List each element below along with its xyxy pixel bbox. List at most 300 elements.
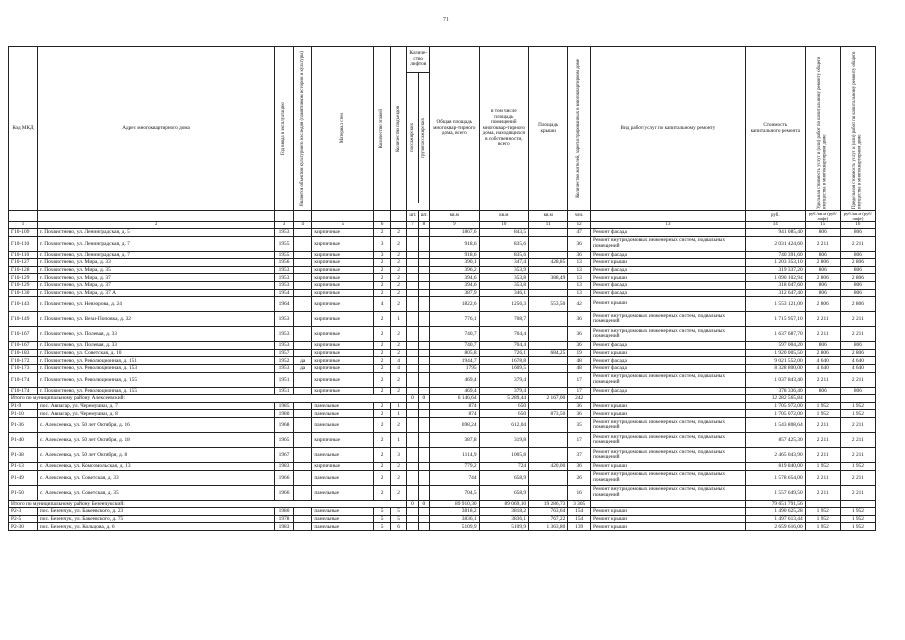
cell-work-type: Ремонт крыши	[591, 274, 746, 282]
cell-area-total: 394,6	[430, 274, 480, 282]
cell-roof-area: 763,64	[529, 508, 568, 516]
header-work-type: Вид работ/услуг по капитальному ремонту	[591, 47, 746, 211]
cell-material: кирпичные	[312, 312, 374, 327]
cell-lifts-passenger	[407, 251, 418, 259]
column-numbers-row	[9, 222, 876, 229]
cell-year: 1980	[275, 410, 294, 418]
table-row	[9, 236, 876, 251]
cell-area-total: 396,2	[430, 266, 480, 274]
cell-heritage	[293, 289, 312, 297]
cell-heritage: да	[293, 357, 312, 365]
cell-lifts-cargo	[418, 289, 429, 297]
cell-floors: 2	[374, 357, 391, 365]
cell-area-owned: 353,8	[479, 274, 529, 282]
units-row	[9, 211, 876, 222]
cell-roof-area	[529, 289, 568, 297]
cell-area-owned: 3818,2	[479, 508, 529, 516]
total-cell: 0	[418, 395, 429, 403]
cell-max-cost: 1 952	[840, 462, 875, 470]
cell-address: г. Похвистнево, ул. Советская, д. 10	[37, 349, 274, 357]
cell-entrances: 2	[390, 274, 407, 282]
cell-year: 1954	[275, 289, 294, 297]
cell-roof-area	[529, 432, 568, 447]
cell-work-type: Ремонт фасада	[591, 357, 746, 365]
cell-floors: 2	[374, 349, 391, 357]
cell-code: Г10-183	[9, 349, 38, 357]
cell-roof-area: 1 363,80	[529, 523, 568, 531]
cell-material: кирпичные	[312, 281, 374, 289]
cell-heritage	[293, 281, 312, 289]
cell-area-total: 390,1	[430, 259, 480, 267]
cell-floors: 2	[374, 462, 391, 470]
header-address: Адрес многоквартирного дома	[37, 47, 274, 211]
cell-address: г. Похвистнево, ул. Невзорова, д. 24	[37, 297, 274, 312]
table-row	[9, 297, 876, 312]
cell-lifts-passenger	[407, 523, 418, 531]
cell-cost: 857 425,30	[745, 432, 805, 447]
cell-roof-area: 388,49	[529, 274, 568, 282]
cell-entrances: 2	[390, 470, 407, 485]
cell-cost: 1 553 121,00	[745, 297, 805, 312]
table-row	[9, 251, 876, 259]
cell-lifts-cargo	[418, 281, 429, 289]
cell-heritage	[293, 251, 312, 259]
cell-roof-area: 767,22	[529, 515, 568, 523]
cell-code: Г10-128	[9, 266, 38, 274]
header-code: Код МКД	[9, 47, 38, 211]
cell-material: кирпичные	[312, 372, 374, 387]
cell-residents: 13	[568, 281, 591, 289]
cell-roof-area	[529, 470, 568, 485]
cell-entrances: 2	[390, 372, 407, 387]
cell-code: Г10-109	[9, 229, 38, 237]
header-year: Год ввода в эксплуатацию	[281, 102, 287, 155]
cell-code: Р1-50	[9, 485, 38, 500]
total-cell	[840, 395, 875, 403]
cell-work-type: Ремонт внутридомовых инженерных систем, подвальных помещений	[591, 312, 746, 327]
cell-code: Г10-174	[9, 387, 38, 395]
cell-roof-area	[529, 251, 568, 259]
cell-max-cost: 2 211	[840, 372, 875, 387]
cell-code: Г10-110	[9, 236, 38, 251]
cell-area-total: 1795	[430, 364, 480, 372]
cell-max-cost: 806	[840, 289, 875, 297]
cell-roof-area	[529, 364, 568, 372]
cell-cost: 1 920 005,50	[745, 349, 805, 357]
cell-year: 1966	[275, 485, 294, 500]
cell-work-type: Ремонт фасада	[591, 266, 746, 274]
total-cell: 79 651 791,56	[745, 500, 805, 508]
cell-area-owned: 726,1	[479, 349, 529, 357]
cell-max-cost: 1 952	[840, 523, 875, 531]
cell-work-type: Ремонт внутридомовых инженерных систем, подвальных помещений	[591, 327, 746, 342]
cell-material: кирпичные	[312, 229, 374, 237]
cell-specific-cost: 806	[805, 229, 840, 237]
cell-area-total: 779,2	[430, 462, 480, 470]
cell-address: г. Похвистнево, ул. Ленинградская, д. 7	[37, 236, 274, 251]
total-cell	[805, 395, 840, 403]
cell-work-type: Ремонт фасада	[591, 364, 746, 372]
cell-work-type: Ремонт крыши	[591, 515, 746, 523]
header-max-cost: Предельная стоимость услуг и (или) работ по капитальному ремонту общего имущества в многоквартирном доме	[852, 51, 863, 209]
cell-cost: 941 085,40	[745, 229, 805, 237]
cell-residents: 139	[568, 523, 591, 531]
cell-max-cost: 806	[840, 342, 875, 350]
cell-specific-cost: 2 211	[805, 485, 840, 500]
cell-area-total: 394,6	[430, 281, 480, 289]
cell-material: кирпичные	[312, 387, 374, 395]
cell-specific-cost: 1 952	[805, 508, 840, 516]
cell-entrances: 2	[390, 259, 407, 267]
cell-residents: 13	[568, 266, 591, 274]
cell-work-type: Ремонт крыши	[591, 410, 746, 418]
cell-area-owned: 612,04	[479, 417, 529, 432]
cell-residents: 36	[568, 312, 591, 327]
header-specific-cost: Удельная стоимость услуг и (или) работ по капитальному ремонту общего имущества в многоквартирном доме	[817, 56, 828, 209]
table-row	[9, 349, 876, 357]
cell-address: с. Алексеевка, ул. 50 лет Октября, д. 16	[37, 417, 274, 432]
cell-area-total: 469,4	[430, 387, 480, 395]
cell-material: кирпичные	[312, 289, 374, 297]
cell-lifts-cargo	[418, 297, 429, 312]
cell-max-cost: 2 806	[840, 297, 875, 312]
cell-lifts-cargo	[418, 364, 429, 372]
unit-cell	[275, 211, 294, 222]
cell-specific-cost: 2 806	[805, 297, 840, 312]
cell-area-total: 805,8	[430, 349, 480, 357]
cell-work-type: Ремонт фасада	[591, 387, 746, 395]
cell-max-cost: 2 806	[840, 349, 875, 357]
cell-area-total: 1944,7	[430, 357, 480, 365]
cell-entrances: 2	[390, 251, 407, 259]
cell-residents: 36	[568, 236, 591, 251]
cell-lifts-cargo	[418, 349, 429, 357]
cell-material: панельные	[312, 515, 374, 523]
cell-specific-cost: 1 952	[805, 462, 840, 470]
cell-max-cost: 1 952	[840, 402, 875, 410]
cell-lifts-passenger	[407, 236, 418, 251]
cell-lifts-cargo	[418, 462, 429, 470]
table-body	[9, 229, 876, 531]
cell-residents: 36	[568, 462, 591, 470]
cell-lifts-cargo	[418, 327, 429, 342]
header-residents: Количество жителей, зарегистрированных в многоквартирном доме	[576, 59, 582, 198]
cell-entrances: 4	[390, 357, 407, 365]
cell-cost: 312 647,40	[745, 289, 805, 297]
cell-area-owned: 3836,1	[479, 515, 529, 523]
cell-roof-area: 684,25	[529, 349, 568, 357]
cell-code: Г10-167	[9, 342, 38, 350]
cell-specific-cost: 1 952	[805, 523, 840, 531]
cell-cost: 1 037 843,40	[745, 372, 805, 387]
cell-max-cost: 2 211	[840, 432, 875, 447]
unit-cell	[293, 211, 312, 222]
cell-lifts-passenger	[407, 229, 418, 237]
unit-cell	[374, 211, 391, 222]
cell-roof-area	[529, 372, 568, 387]
cell-specific-cost: 2 211	[805, 372, 840, 387]
table-row	[9, 447, 876, 462]
cell-lifts-passenger	[407, 410, 418, 418]
cell-work-type: Ремонт внутридомовых инженерных систем, подвальных помещений	[591, 236, 746, 251]
cell-floors: 2	[374, 364, 391, 372]
cell-work-type: Ремонт внутридомовых инженерных систем, подвальных помещений	[591, 432, 746, 447]
unit-cell: кв.м	[430, 211, 480, 222]
cell-area-owned: 724	[479, 462, 529, 470]
cell-specific-cost: 806	[805, 281, 840, 289]
cell-specific-cost: 2 806	[805, 259, 840, 267]
cell-roof-area	[529, 229, 568, 237]
cell-specific-cost: 2 806	[805, 274, 840, 282]
total-cell	[591, 395, 746, 403]
cell-max-cost: 806	[840, 387, 875, 395]
cell-lifts-passenger	[407, 312, 418, 327]
total-cell: 0	[407, 500, 418, 508]
cell-cost: 318 047,60	[745, 281, 805, 289]
total-cell: 2 167,00	[529, 395, 568, 403]
cell-max-cost: 2 211	[840, 236, 875, 251]
cell-area-owned: 843,5	[479, 229, 529, 237]
cell-max-cost: 2 211	[840, 447, 875, 462]
table-row	[9, 432, 876, 447]
cell-lifts-cargo	[418, 402, 429, 410]
cell-residents: 36	[568, 410, 591, 418]
table-row	[9, 364, 876, 372]
cell-floors: 3	[374, 236, 391, 251]
cell-work-type: Ремонт внутридомовых инженерных систем, подвальных помещений	[591, 372, 746, 387]
cell-lifts-cargo	[418, 229, 429, 237]
cell-lifts-cargo	[418, 342, 429, 350]
cell-area-owned: 1609,5	[479, 364, 529, 372]
cell-area-owned: 346,1	[479, 289, 529, 297]
table-row	[9, 417, 876, 432]
cell-entrances: 2	[390, 417, 407, 432]
cell-max-cost: 806	[840, 266, 875, 274]
unit-cell: руб./кв.м (руб/лифт)	[805, 211, 840, 222]
cell-floors: 2	[374, 259, 391, 267]
cell-floors: 2	[374, 266, 391, 274]
cell-material: панельные	[312, 470, 374, 485]
cell-entrances: 2	[390, 342, 407, 350]
cell-max-cost: 1 952	[840, 410, 875, 418]
cell-lifts-passenger	[407, 297, 418, 312]
cell-code: Р1-9	[9, 402, 38, 410]
unit-cell	[312, 211, 374, 222]
unit-cell: руб.	[745, 211, 805, 222]
cell-year: 1953	[275, 364, 294, 372]
cell-heritage	[293, 342, 312, 350]
unit-cell: руб./кв.м (руб/лифт)	[840, 211, 875, 222]
unit-cell: кв.м	[529, 211, 568, 222]
col-number: 16	[840, 222, 875, 229]
cell-residents: 35	[568, 417, 591, 432]
cell-lifts-passenger	[407, 364, 418, 372]
cell-lifts-passenger	[407, 515, 418, 523]
cell-area-total: 3836,1	[430, 515, 480, 523]
cell-floors: 2	[374, 402, 391, 410]
cell-material: кирпичные	[312, 266, 374, 274]
cell-address: с. Алексеевка, ул. 50 лет Октября, д. 8	[37, 447, 274, 462]
table-row	[9, 485, 876, 500]
cell-work-type: Ремонт фасада	[591, 251, 746, 259]
cell-specific-cost: 1 952	[805, 410, 840, 418]
cell-code: Р1-10	[9, 410, 38, 418]
cell-heritage	[293, 387, 312, 395]
total-cell: 89 910,30	[430, 500, 480, 508]
total-cell: 242	[568, 395, 591, 403]
cell-year: 1953	[275, 281, 294, 289]
cell-year: 1955	[275, 251, 294, 259]
cell-max-cost: 1 952	[840, 515, 875, 523]
header-area-owned: в том числе площадь помещений многоквар-тирного дома, находящихся в собственности, всего	[479, 47, 529, 211]
header-cost: Стоимость капитального ремонта	[745, 47, 805, 211]
cell-lifts-cargo	[418, 236, 429, 251]
cell-cost: 1 090 102,94	[745, 274, 805, 282]
cell-floors: 2	[374, 274, 391, 282]
cell-lifts-cargo	[418, 410, 429, 418]
col-number: 12	[568, 222, 591, 229]
header-lifts: Количе-ство лифтов	[407, 47, 429, 73]
cell-roof-area	[529, 447, 568, 462]
cell-year: 1964	[275, 297, 294, 312]
cell-heritage	[293, 259, 312, 267]
header-area-total: Общая площадь многоквар-тирного дома, всего	[430, 47, 480, 211]
cell-material: кирпичные	[312, 462, 374, 470]
cell-code: Г10-167	[9, 327, 38, 342]
cell-cost: 1 705 072,00	[745, 410, 805, 418]
cell-lifts-cargo	[418, 266, 429, 274]
cell-material: кирпичные	[312, 349, 374, 357]
cell-heritage	[293, 229, 312, 237]
cell-area-total: 1822,6	[430, 297, 480, 312]
cell-lifts-cargo	[418, 470, 429, 485]
col-number: 9	[430, 222, 480, 229]
cell-material: панельные	[312, 402, 374, 410]
cell-year: 1951	[275, 372, 294, 387]
cell-lifts-passenger	[407, 402, 418, 410]
cell-roof-area	[529, 236, 568, 251]
cell-specific-cost: 806	[805, 251, 840, 259]
cell-area-owned: 704,4	[479, 342, 529, 350]
cell-address: г. Похвистнево, ул. Революционная, д. 153	[37, 364, 274, 372]
cell-work-type: Ремонт крыши	[591, 523, 746, 531]
cell-entrances: 2	[390, 289, 407, 297]
cell-cost: 1 497 613,44	[745, 515, 805, 523]
cell-year: 1956	[275, 259, 294, 267]
cell-code: Р1-36	[9, 417, 38, 432]
cell-entrances: 2	[390, 327, 407, 342]
cell-year: 1985	[275, 402, 294, 410]
cell-heritage	[293, 349, 312, 357]
cell-year: 1953	[275, 229, 294, 237]
cell-lifts-cargo	[418, 508, 429, 516]
cell-residents: 13	[568, 259, 591, 267]
cell-area-total: 918,6	[430, 251, 480, 259]
cell-address: г. Похвистнево, ул. Мира, д. 37 А	[37, 289, 274, 297]
cell-lifts-passenger	[407, 462, 418, 470]
table-row	[9, 259, 876, 267]
cell-area-total: 740,7	[430, 342, 480, 350]
cell-area-owned: 658,9	[479, 470, 529, 485]
cell-max-cost: 1 952	[840, 508, 875, 516]
table-row	[9, 289, 876, 297]
table-row	[9, 470, 876, 485]
cell-lifts-cargo	[418, 372, 429, 387]
cell-material: панельные	[312, 417, 374, 432]
cell-area-total: 704,5	[430, 485, 480, 500]
table-row	[9, 327, 876, 342]
cell-heritage	[293, 410, 312, 418]
cell-area-owned: 379,4	[479, 387, 529, 395]
cell-entrances: 5	[390, 508, 407, 516]
cell-residents: 154	[568, 508, 591, 516]
cell-lifts-passenger	[407, 259, 418, 267]
cell-address: г. Похвистнево, ул. Мира, д. 37	[37, 281, 274, 289]
cell-address: г. Похвистнево, ул. Ленинградская, д. 7	[37, 251, 274, 259]
cell-year: 1978	[275, 515, 294, 523]
cell-residents: 48	[568, 357, 591, 365]
cell-year: 1967	[275, 447, 294, 462]
cell-code: Г10-174	[9, 372, 38, 387]
cell-year: 1953	[275, 327, 294, 342]
cell-address: г. Похвистнево, ул. Мира, д. 37	[37, 274, 274, 282]
cell-area-total: 874	[430, 410, 480, 418]
header-floors: Количество этажей	[379, 108, 385, 149]
cell-lifts-cargo	[418, 417, 429, 432]
cell-heritage	[293, 470, 312, 485]
total-cell: 19 286,73	[529, 500, 568, 508]
cell-year: 1953	[275, 342, 294, 350]
cell-floors: 2	[374, 485, 391, 500]
cell-residents: 36	[568, 327, 591, 342]
cell-area-total: 3818,2	[430, 508, 480, 516]
col-number: 15	[805, 222, 840, 229]
cell-entrances: 2	[390, 462, 407, 470]
table-row	[9, 462, 876, 470]
cell-lifts-cargo	[418, 312, 429, 327]
table-row	[9, 312, 876, 327]
cell-work-type: Ремонт крыши	[591, 297, 746, 312]
cell-residents: 19	[568, 349, 591, 357]
cell-heritage	[293, 447, 312, 462]
cell-heritage	[293, 432, 312, 447]
cell-work-type: Ремонт внутридомовых инженерных систем, подвальных помещений	[591, 485, 746, 500]
cell-material: кирпичные	[312, 259, 374, 267]
cell-area-owned: 658,9	[479, 485, 529, 500]
cell-address: г. Похвистнево, ул. Мира, д. 35	[37, 266, 274, 274]
col-number: 7	[407, 222, 418, 229]
col-number: 3	[275, 222, 294, 229]
table-row	[9, 515, 876, 523]
cell-cost: 1 578 654,00	[745, 470, 805, 485]
cell-area-total: 874	[430, 402, 480, 410]
header-material: Материал стен	[340, 113, 346, 144]
cell-heritage	[293, 523, 312, 531]
cell-entrances: 2	[390, 281, 407, 289]
cell-year: 1953	[275, 312, 294, 327]
cell-entrances: 2	[390, 236, 407, 251]
total-row	[9, 500, 876, 508]
cell-cost: 1 715 957,10	[745, 312, 805, 327]
cell-lifts-cargo	[418, 515, 429, 523]
cell-floors: 2	[374, 281, 391, 289]
cell-address: пос. Безенчук, ул. Бакеевского, д. 23	[37, 508, 274, 516]
cell-material: кирпичные	[312, 342, 374, 350]
table-row	[9, 281, 876, 289]
cell-lifts-cargo	[418, 447, 429, 462]
cell-heritage	[293, 515, 312, 523]
cell-roof-area: 428,85	[529, 259, 568, 267]
